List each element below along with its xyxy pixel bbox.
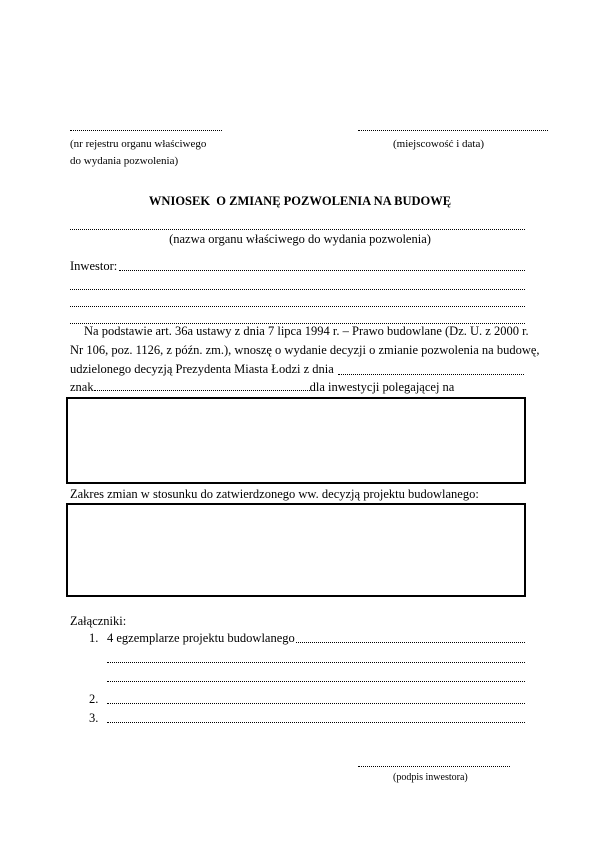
attachment-field-3[interactable] bbox=[107, 722, 525, 723]
attachment-text-1: 4 egzemplarze projektu budowlanego bbox=[107, 631, 295, 645]
investor-field-line3[interactable] bbox=[70, 306, 525, 307]
body-line-1: Na podstawie art. 36a ustawy z dnia 7 lipca 1994 r. – Prawo budowlane (Dz. U. z 2000 r. bbox=[84, 324, 529, 338]
decision-date-field[interactable] bbox=[338, 374, 524, 375]
registry-number-field[interactable] bbox=[70, 130, 222, 131]
registry-label: (nr rejestru organu właściwego bbox=[70, 138, 207, 150]
registry-label-cont: do wydania pozwolenia) bbox=[70, 155, 179, 167]
body-line-2: Nr 106, poz. 1126, z późn. zm.), wnoszę o wydanie decyzji o zmianie pozwolenia na budowę, bbox=[70, 343, 540, 357]
page-title: WNIOSEK O ZMIANĘ POZWOLENIA NA BUDOWĘ bbox=[148, 194, 452, 208]
attachments-heading: Załączniki: bbox=[70, 614, 127, 628]
scope-of-changes-box[interactable] bbox=[66, 503, 526, 597]
attachment-field-1-line3[interactable] bbox=[107, 681, 525, 682]
investment-description-box[interactable] bbox=[66, 397, 526, 484]
attachment-field-1[interactable] bbox=[296, 642, 525, 643]
attachment-number-2: 2. bbox=[89, 692, 99, 706]
place-date-label: (miejscowość i data) bbox=[393, 138, 485, 150]
body-line-3: udzielonego decyzją Prezydenta Miasta Łodzi z dnia bbox=[70, 362, 334, 376]
investor-field[interactable] bbox=[119, 270, 525, 271]
place-date-field[interactable] bbox=[358, 130, 548, 131]
attachment-field-1-line2[interactable] bbox=[107, 662, 525, 663]
sign-field[interactable] bbox=[94, 390, 310, 391]
investor-field-line2[interactable] bbox=[70, 289, 525, 290]
attachment-number-3: 3. bbox=[89, 711, 99, 725]
body-line-4 bbox=[70, 380, 454, 394]
scope-label: Zakres zmian w stosunku do zatwierdzonego ww. decyzją projektu budowlanego: bbox=[70, 487, 479, 501]
authority-field[interactable] bbox=[70, 229, 525, 230]
signature-field[interactable] bbox=[358, 766, 510, 767]
sign-label: znak bbox=[70, 380, 94, 394]
signature-label: (podpis inwestora) bbox=[393, 772, 468, 783]
attachment-number-1: 1. bbox=[89, 631, 99, 645]
authority-label: (nazwa organu właściwego do wydania pozwolenia) bbox=[169, 232, 431, 246]
attachment-field-2[interactable] bbox=[107, 703, 525, 704]
investor-label: Inwestor: bbox=[70, 259, 118, 273]
investment-label: dla inwestycji polegającej na bbox=[309, 380, 455, 394]
